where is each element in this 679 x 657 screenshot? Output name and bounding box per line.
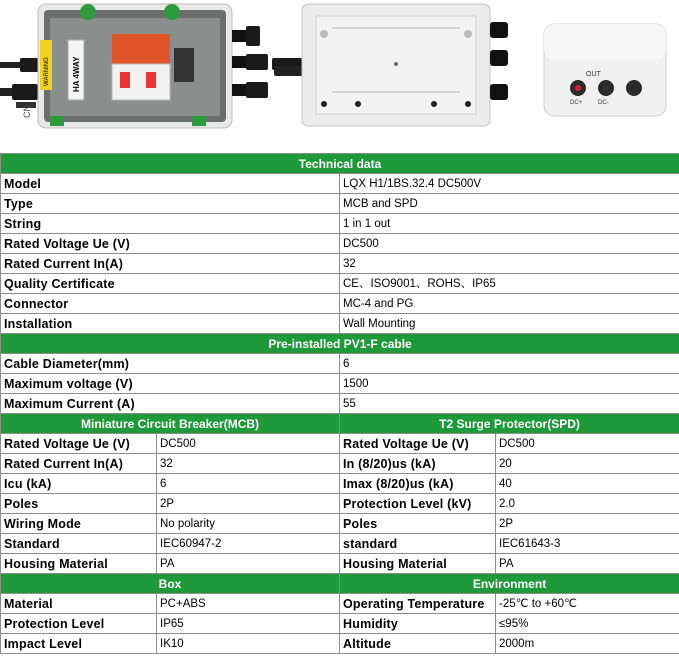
spec-key: Housing Material [1, 554, 157, 574]
section-header-mcb-spd [1, 414, 679, 434]
dc-plus-label: DC+ [570, 100, 583, 106]
spec-key: String [1, 214, 340, 234]
spec-row [1, 634, 679, 654]
spec-row [1, 174, 679, 194]
spec-row [1, 314, 679, 334]
spec-row [1, 514, 679, 534]
spec-key: Impact Level [1, 634, 157, 654]
spec-key: Icu (kA) [1, 474, 157, 494]
spec-value: MC-4 and PG [340, 294, 679, 314]
spec-value: CE、ISO9001、ROHS、IP65 [340, 274, 679, 294]
spec-key: Imax (8/20)us (kA) [340, 474, 496, 494]
spec-key: Wiring Mode [1, 514, 157, 534]
spec-row [1, 554, 679, 574]
spec-key: Altitude [340, 634, 496, 654]
din-label: HA 4WAY [72, 56, 81, 92]
section-title: Miniature Circuit Breaker(MCB) [1, 414, 340, 434]
spec-key: Standard [1, 534, 157, 554]
spec-value: 2.0 [496, 494, 679, 514]
spec-value: DC500 [340, 234, 679, 254]
spec-value: -25℃ to +60℃ [496, 594, 679, 614]
spec-key: Protection Level (kV) [340, 494, 496, 514]
spec-key: Model [1, 174, 340, 194]
spec-key: Rated Voltage Ue (V) [1, 234, 340, 254]
spec-key: Housing Material [340, 554, 496, 574]
spec-key: Rated Voltage Ue (V) [1, 434, 157, 454]
spec-key: Maximum Current (A) [1, 394, 340, 414]
spec-key: Connector [1, 294, 340, 314]
spec-row [1, 434, 679, 454]
section-title: Box [1, 574, 340, 594]
spec-row [1, 534, 679, 554]
spec-value: ≤95% [496, 614, 679, 634]
spec-key: Maximum voltage (V) [1, 374, 340, 394]
section-header-technical [1, 154, 679, 174]
spec-value: LQX H1/1BS.32.4 DC500V [340, 174, 679, 194]
spec-value: No polarity [157, 514, 340, 534]
section-title: Technical data [1, 154, 679, 174]
spec-key: Rated Current In(A) [1, 254, 340, 274]
section-title: Pre-installed PV1-F cable [1, 334, 679, 354]
spec-value: DC500 [496, 434, 679, 454]
spec-value: 1500 [340, 374, 679, 394]
spec-key: Cable Diameter(mm) [1, 354, 340, 374]
spec-key: Quality Certificate [1, 274, 340, 294]
spec-value: Wall Mounting [340, 314, 679, 334]
spec-value: 32 [340, 254, 679, 274]
spec-key: Rated Current In(A) [1, 454, 157, 474]
dc-minus-label: DC- [598, 100, 609, 106]
section-title: Environment [340, 574, 679, 594]
spec-row [1, 614, 679, 634]
spec-key: Humidity [340, 614, 496, 634]
mc4-connector-icon [0, 58, 40, 108]
spec-row [1, 454, 679, 474]
spec-table [0, 153, 679, 654]
out-label: OUT [586, 71, 601, 78]
spec-value: 1 in 1 out [340, 214, 679, 234]
spec-key: Type [1, 194, 340, 214]
spec-row [1, 494, 679, 514]
spec-value: PA [496, 554, 679, 574]
spec-row [1, 194, 679, 214]
spec-value: DC500 [157, 434, 340, 454]
spec-row [1, 294, 679, 314]
warning-label: WARNING [44, 57, 50, 86]
spec-value: 2P [496, 514, 679, 534]
section-title: T2 Surge Protector(SPD) [340, 414, 679, 434]
spec-key: Installation [1, 314, 340, 334]
spec-key: In (8/20)us (kA) [340, 454, 496, 474]
spec-value: IK10 [157, 634, 340, 654]
spec-value: IEC61643-3 [496, 534, 679, 554]
spec-value: 6 [340, 354, 679, 374]
spec-row [1, 274, 679, 294]
spec-key: Rated Voltage Ue (V) [340, 434, 496, 454]
spec-row [1, 354, 679, 374]
spec-value: 20 [496, 454, 679, 474]
spec-key: Poles [340, 514, 496, 534]
spec-row [1, 394, 679, 414]
combiner-box-open-photo [0, 0, 270, 140]
spec-row [1, 214, 679, 234]
spec-row [1, 474, 679, 494]
product-photos [0, 0, 679, 150]
section-header-box-env [1, 574, 679, 594]
spec-row [1, 254, 679, 274]
spec-value: 2P [157, 494, 340, 514]
combiner-box-back-photo [272, 0, 512, 140]
spec-value: IEC60947-2 [157, 534, 340, 554]
spec-value: 40 [496, 474, 679, 494]
spec-key: Poles [1, 494, 157, 514]
spec-value: PC+ABS [157, 594, 340, 614]
section-header-cable [1, 334, 679, 354]
spec-value: MCB and SPD [340, 194, 679, 214]
spec-key: Operating Temperature [340, 594, 496, 614]
spec-key: standard [340, 534, 496, 554]
spec-key: Material [1, 594, 157, 614]
spec-value: IP65 [157, 614, 340, 634]
spec-row [1, 594, 679, 614]
spec-value: 55 [340, 394, 679, 414]
spec-value: PA [157, 554, 340, 574]
spec-row [1, 234, 679, 254]
combiner-box-bottom-photo [540, 20, 670, 120]
brand-label: CN [22, 105, 32, 118]
spec-value: 6 [157, 474, 340, 494]
spec-row [1, 374, 679, 394]
spec-key: Protection Level [1, 614, 157, 634]
spec-value: 32 [157, 454, 340, 474]
spec-value: 2000m [496, 634, 679, 654]
